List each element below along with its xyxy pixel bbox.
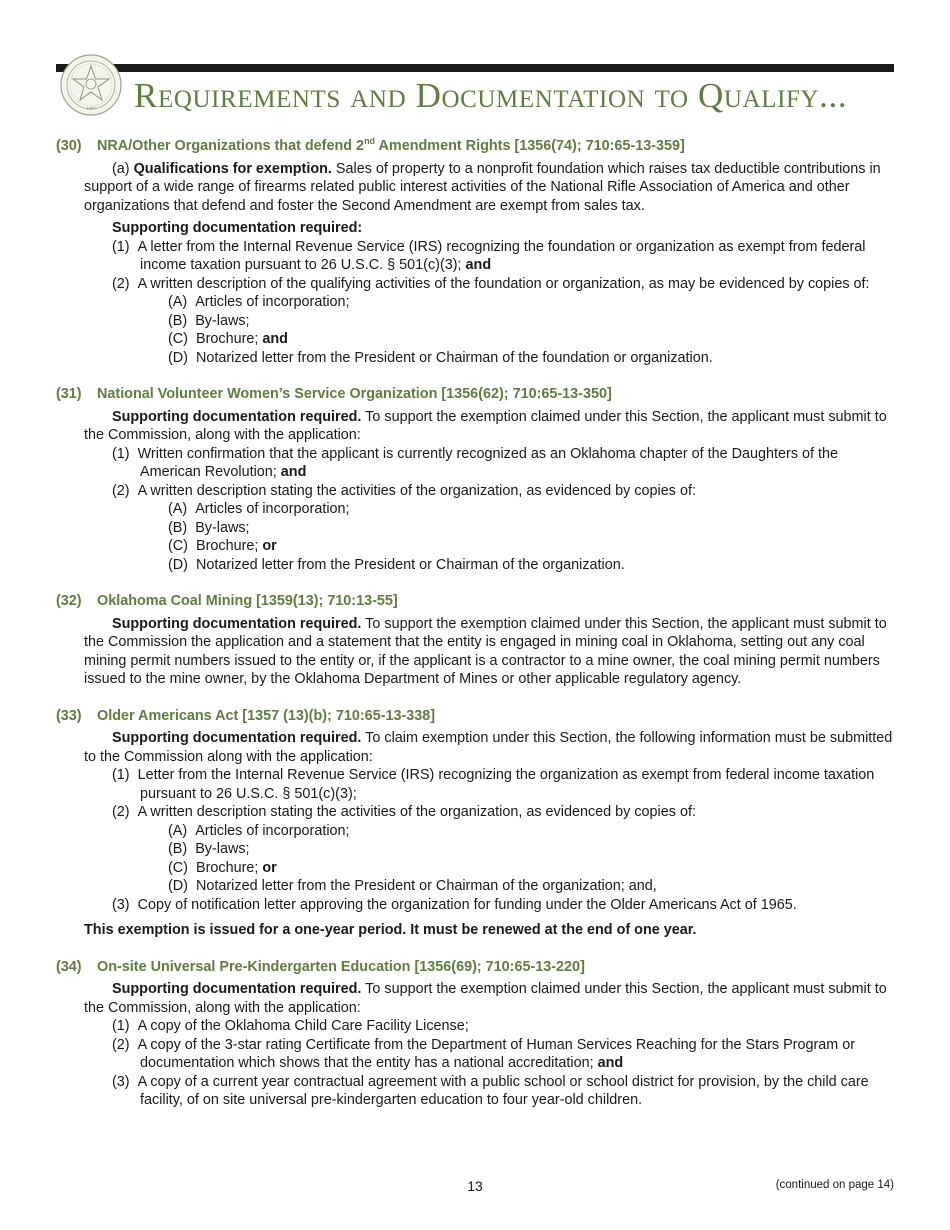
list-item: (A) Articles of incorporation;	[168, 501, 350, 517]
list-item: (B) By-laws;	[168, 519, 250, 536]
list-item: (2) A written description of the qualifying activities of the foundation or organization, as may be evidenced by copies of:	[112, 275, 870, 292]
list-item: (D) Notarized letter from the President or Chairman of the organization; and,	[168, 878, 657, 894]
list-item: (3) A copy of a current year contractual agreement with a public school or school district for provision, by the child care facility, of on site universal pre-kindergarten education to four year-old children.	[112, 1073, 869, 1108]
list-item: (1) A letter from the Internal Revenue Service (IRS) recognizing the foundation or organization as exempt from federal income taxation pursuant to 26 U.S.C. § 501(c)(3); and	[112, 238, 866, 273]
list-item: (1) A copy of the Oklahoma Child Care Facility License;	[112, 1018, 469, 1034]
paragraph: Supporting documentation required. To support the exemption claimed under this Section, the applicant must submit to the Commission the application and a statement that the entity is engaged in mining coal in Oklahoma, setting out any coal mining permit numbers issued to the entity or, if the applicant is a contractor to a mine owner, the coal mining permit numbers issued to the mine owner, by the Oklahoma Department of Mines or other applicable regulatory agency.	[84, 615, 887, 687]
section-heading: (32) Oklahoma Coal Mining [1359(13); 710:13-55]	[56, 593, 398, 609]
continued-note: (continued on page 14)	[775, 1179, 894, 1191]
list-item: (B) By-laws;	[168, 312, 250, 329]
state-seal-icon	[60, 54, 122, 116]
page-title: Requirements and Documentation to Qualify...	[134, 76, 848, 115]
list-item: (C) Brochure; or	[168, 859, 277, 876]
list-item: (C) Brochure; or	[168, 538, 277, 554]
list-item: (1) Letter from the Internal Revenue Service (IRS) recognizing the organization as exempt from federal income taxation pursuant to 26 U.S.C. § 501(c)(3);	[112, 767, 875, 802]
list-item: (2) A copy of the 3-star rating Certificate from the Department of Human Services Reaching for the Stars Program or documentation which shows that the entity has a national accreditation; and	[112, 1036, 856, 1071]
list-item: (A) Articles of incorporation;	[168, 822, 350, 839]
page-number: 13	[467, 1178, 483, 1194]
list-item: (1) Written confirmation that the applicant is currently recognized as an Oklahoma chapter of the Daughters of the American Revolution; and	[112, 445, 839, 480]
svg-text:1907: 1907	[86, 106, 96, 111]
section-heading: (33) Older Americans Act [1357 (13)(b); 710:65-13-338]	[56, 707, 436, 724]
paragraph: Supporting documentation required. To support the exemption claimed under this Section, the applicant must submit to the Commission, along with the application:	[84, 408, 887, 443]
paragraph: Supporting documentation required. To support the exemption claimed under this Section, the applicant must submit to the Commission, along with the application:	[84, 981, 887, 1016]
section-heading: (34) On-site Universal Pre-Kindergarten Education [1356(69); 710:65-13-220]	[56, 958, 585, 975]
exemption-note: This exemption is issued for a one-year period. It must be renewed at the end of one year.	[84, 922, 697, 938]
list-item: (3) Copy of notification letter approving the organization for funding under the Older Americans Act of 1965.	[112, 896, 797, 913]
section-heading: (30) NRA/Other Organizations that defend 2nd Amendment Rights [1356(74); 710:65-13-359]	[56, 136, 685, 154]
list-item: (B) By-laws;	[168, 841, 250, 857]
section-heading: (31) National Volunteer Women’s Service Organization [1356(62); 710:65-13-350]	[56, 386, 612, 402]
paragraph: Supporting documentation required. To claim exemption under this Section, the following information must be submitted to the Commission along with the application:	[84, 730, 893, 765]
paragraph: (a) Qualifications for exemption. Sales of property to a nonprofit foundation which raises tax deductible contributions in support of a wide range of firearms related public interest activities of the National Rifle Association of America and other organizations that defend and foster the Second Amendment are exempt from sales tax.	[84, 160, 881, 214]
support-heading: Supporting documentation required:	[112, 220, 363, 236]
document-body	[56, 137, 896, 1110]
list-item: (2) A written description stating the activities of the organization, as evidenced by copies of:	[112, 804, 696, 820]
list-item: (2) A written description stating the activities of the organization, as evidenced by copies of:	[112, 482, 696, 499]
list-item: (A) Articles of incorporation;	[168, 294, 350, 310]
list-item: (D) Notarized letter from the President or Chairman of the foundation or organization.	[168, 349, 713, 366]
list-item: (D) Notarized letter from the President or Chairman of the organization.	[168, 556, 625, 573]
header-bar	[56, 64, 894, 72]
list-item: (C) Brochure; and	[168, 331, 288, 347]
